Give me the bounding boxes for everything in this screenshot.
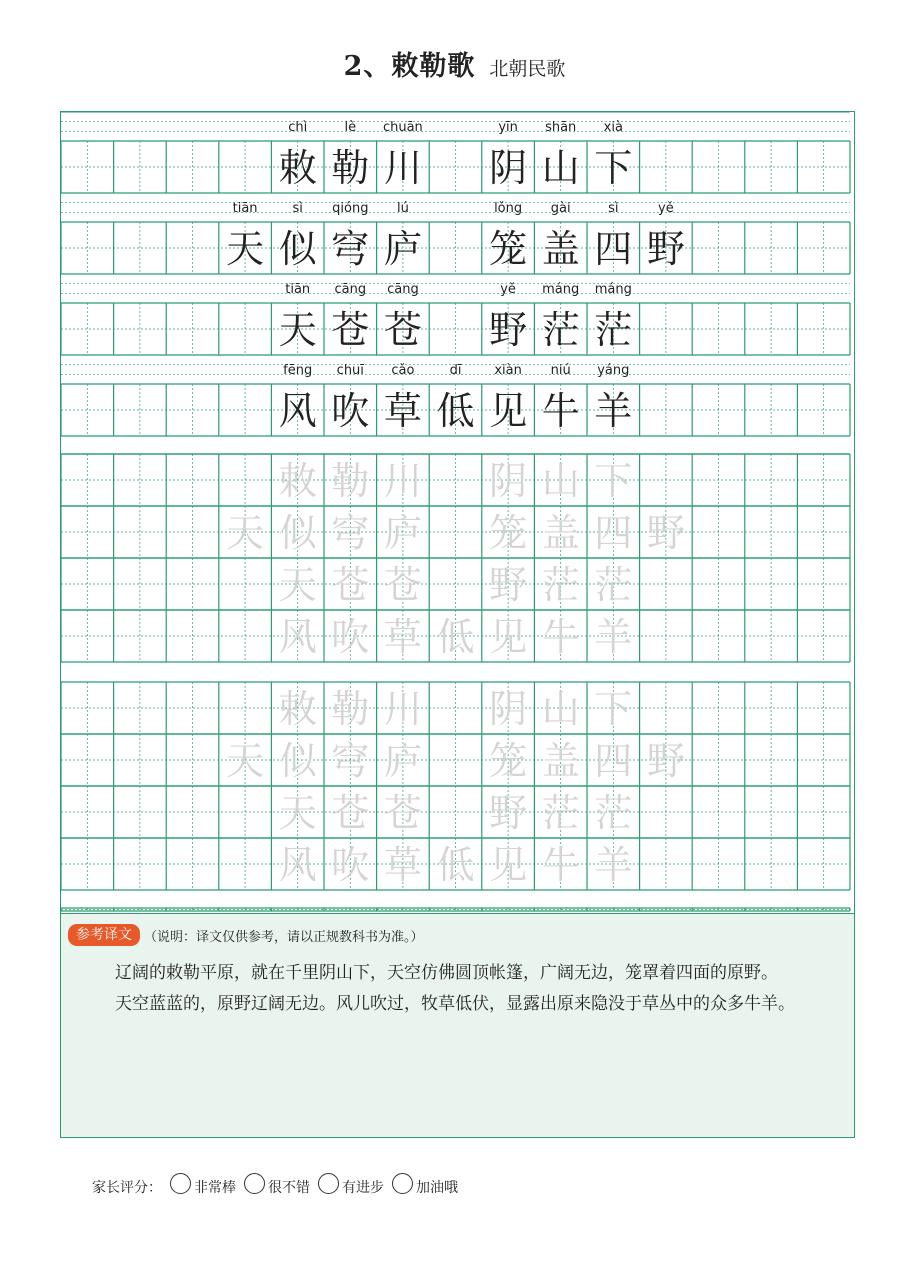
lesson-subtitle: 北朝民歌 xyxy=(489,58,566,80)
trace-character: 似 xyxy=(278,511,317,555)
trace-character: 野 xyxy=(489,563,528,607)
poem-character: 盖 xyxy=(541,227,580,271)
poem-character: 勒 xyxy=(331,146,370,190)
trace-character: 低 xyxy=(436,615,475,659)
trace-character: 勒 xyxy=(331,459,370,503)
trace-character: 敕 xyxy=(278,459,317,503)
pinyin-text: lè xyxy=(344,120,357,135)
trace-character: 穹 xyxy=(331,511,370,555)
trace-character: 四 xyxy=(594,739,633,783)
pinyin-text: yīn xyxy=(498,120,518,135)
poem-character: 羊 xyxy=(594,389,633,433)
poem-character: 穹 xyxy=(331,227,370,271)
rating-option-label: 非常棒 xyxy=(194,1180,236,1196)
character-row xyxy=(61,303,850,355)
trace-character: 似 xyxy=(278,739,317,783)
trace-character: 茫 xyxy=(541,563,580,607)
pinyin-text: cāng xyxy=(387,282,419,297)
translation-paragraph: 天空蓝蓝的，原野辽阔无边。风儿吹过，牧草低伏，显露出原来隐没于草丛中的众多牛羊。 xyxy=(115,994,795,1014)
translation-body xyxy=(81,960,837,1022)
trace-character: 阴 xyxy=(489,687,528,731)
rating-option-label: 有进步 xyxy=(342,1180,384,1196)
rating-option-excellent[interactable] xyxy=(164,1177,236,1198)
pinyin-text: fēng xyxy=(283,363,313,378)
trace-character: 下 xyxy=(594,687,633,731)
trace-character: 吹 xyxy=(331,615,370,659)
poem-character: 低 xyxy=(436,389,475,433)
trace-character: 笼 xyxy=(489,739,528,783)
trace-character: 苍 xyxy=(383,791,422,835)
pinyin-text: chì xyxy=(288,120,308,135)
trace-character: 庐 xyxy=(383,739,422,783)
poem-character: 牛 xyxy=(541,389,580,433)
translation-header xyxy=(68,924,424,946)
rating-label: 家长评分： xyxy=(92,1180,162,1196)
trace-character: 天 xyxy=(226,739,265,783)
writing-grid-sheet xyxy=(60,111,855,914)
page-title xyxy=(0,44,909,83)
poem-character: 川 xyxy=(383,146,422,190)
pinyin-text: tiān xyxy=(285,282,311,297)
trace-character: 羊 xyxy=(594,843,633,887)
pinyin-text: shān xyxy=(545,120,577,135)
trace-character: 苍 xyxy=(331,563,370,607)
pinyin-text: lǒng xyxy=(494,201,523,216)
poem-character: 天 xyxy=(226,227,265,271)
poem-character: 见 xyxy=(489,389,528,433)
trace-character: 敕 xyxy=(278,687,317,731)
poem-character: 草 xyxy=(383,389,422,433)
pinyin-text: xiàn xyxy=(494,363,522,378)
pinyin-text: yě xyxy=(500,282,516,297)
poem-character: 天 xyxy=(278,308,317,352)
pinyin-band xyxy=(61,274,850,293)
pinyin-text: qióng xyxy=(332,201,369,216)
pinyin-band xyxy=(61,112,850,131)
pinyin-text: cāng xyxy=(334,282,367,297)
pinyin-text: dī xyxy=(449,363,462,378)
pinyin-text: chuān xyxy=(382,120,423,135)
trace-character: 四 xyxy=(594,511,633,555)
practice-row xyxy=(61,454,850,506)
trace-character: 野 xyxy=(646,511,685,555)
trace-character: 盖 xyxy=(541,739,580,783)
poem-character: 苍 xyxy=(331,308,370,352)
pinyin-text: gài xyxy=(550,201,571,216)
lesson-title: 2、敕勒歌 xyxy=(343,51,476,82)
pinyin-text: sì xyxy=(292,201,303,216)
poem-character: 茫 xyxy=(541,308,580,352)
pinyin-text: chuī xyxy=(336,363,364,378)
poem-character: 笼 xyxy=(489,227,528,271)
rating-option-label: 很不错 xyxy=(268,1180,310,1196)
trace-character: 茫 xyxy=(594,791,633,835)
trace-character: 野 xyxy=(646,739,685,783)
practice-row xyxy=(61,682,850,734)
pinyin-text: máng xyxy=(594,282,632,297)
trace-character: 茫 xyxy=(594,563,633,607)
pinyin-text: cǎo xyxy=(391,363,415,378)
trace-character: 牛 xyxy=(541,615,580,659)
poem-character: 山 xyxy=(541,146,580,190)
rating-option-progress[interactable] xyxy=(312,1177,384,1198)
poem-character: 吹 xyxy=(331,389,370,433)
pinyin-text: xià xyxy=(603,120,623,135)
poem-character: 阴 xyxy=(489,146,528,190)
trace-character: 羊 xyxy=(594,615,633,659)
trace-character: 天 xyxy=(226,511,265,555)
trace-character: 牛 xyxy=(541,843,580,887)
trace-character: 草 xyxy=(383,615,422,659)
trace-character: 风 xyxy=(278,615,317,659)
poem-character: 庐 xyxy=(383,227,422,271)
radio-circle-icon[interactable] xyxy=(392,1173,413,1194)
practice-row xyxy=(61,506,850,558)
practice-row xyxy=(61,734,850,786)
poem-character: 野 xyxy=(489,308,528,352)
character-row xyxy=(61,141,850,193)
practice-row xyxy=(61,558,850,610)
radio-circle-icon[interactable] xyxy=(244,1173,265,1194)
trace-character: 天 xyxy=(278,791,317,835)
poem-character: 四 xyxy=(594,227,633,271)
trace-character: 川 xyxy=(383,687,422,731)
trace-character: 茫 xyxy=(541,791,580,835)
translation-paragraph: 辽阔的敕勒平原，就在千里阴山下，天空仿佛圆顶帐篷，广阔无边，笼罩着四面的原野。 xyxy=(115,963,778,983)
rating-option-keep-going[interactable] xyxy=(386,1177,458,1198)
trace-character: 天 xyxy=(278,563,317,607)
trace-character: 下 xyxy=(594,459,633,503)
pinyin-text: sì xyxy=(608,201,619,216)
poem-character: 似 xyxy=(278,227,317,271)
radio-circle-icon[interactable] xyxy=(318,1173,339,1194)
rating-option-label: 加油哦 xyxy=(416,1180,458,1196)
trace-character: 见 xyxy=(489,843,528,887)
character-row xyxy=(61,222,850,274)
trace-character: 阴 xyxy=(489,459,528,503)
trace-character: 盖 xyxy=(541,511,580,555)
trace-character: 苍 xyxy=(331,791,370,835)
trace-character: 笼 xyxy=(489,511,528,555)
parent-rating xyxy=(92,1174,458,1200)
trace-character: 穹 xyxy=(331,739,370,783)
trace-character: 草 xyxy=(383,843,422,887)
pinyin-text: máng xyxy=(542,282,580,297)
tianzige-grid xyxy=(61,112,854,913)
pinyin-text: niú xyxy=(550,363,571,378)
practice-row xyxy=(61,786,850,838)
poem-character: 茫 xyxy=(594,308,633,352)
trace-character: 苍 xyxy=(383,563,422,607)
trace-character: 低 xyxy=(436,843,475,887)
pinyin-text: yě xyxy=(658,201,674,216)
trace-character: 风 xyxy=(278,843,317,887)
blank-practice-row xyxy=(61,908,850,911)
pinyin-text: lú xyxy=(396,201,409,216)
trace-character: 吹 xyxy=(331,843,370,887)
radio-circle-icon[interactable] xyxy=(170,1173,191,1194)
trace-character: 庐 xyxy=(383,511,422,555)
poem-character: 敕 xyxy=(278,146,317,190)
poem-character: 下 xyxy=(594,146,633,190)
translation-note: （说明：译文仅供参考，请以正规教科书为准。） xyxy=(144,929,424,945)
rating-option-good[interactable] xyxy=(238,1177,310,1198)
trace-character: 山 xyxy=(541,459,580,503)
pinyin-band xyxy=(61,193,850,212)
pinyin-text: tiān xyxy=(232,201,258,216)
translation-badge: 参考译文 xyxy=(68,924,140,946)
poem-character: 苍 xyxy=(383,308,422,352)
trace-character: 川 xyxy=(383,459,422,503)
pinyin-text: yáng xyxy=(597,363,630,378)
poem-character: 风 xyxy=(278,389,317,433)
trace-character: 见 xyxy=(489,615,528,659)
trace-character: 勒 xyxy=(331,687,370,731)
poem-character: 野 xyxy=(646,227,685,271)
trace-character: 山 xyxy=(541,687,580,731)
translation-panel xyxy=(60,914,855,1138)
trace-character: 野 xyxy=(489,791,528,835)
